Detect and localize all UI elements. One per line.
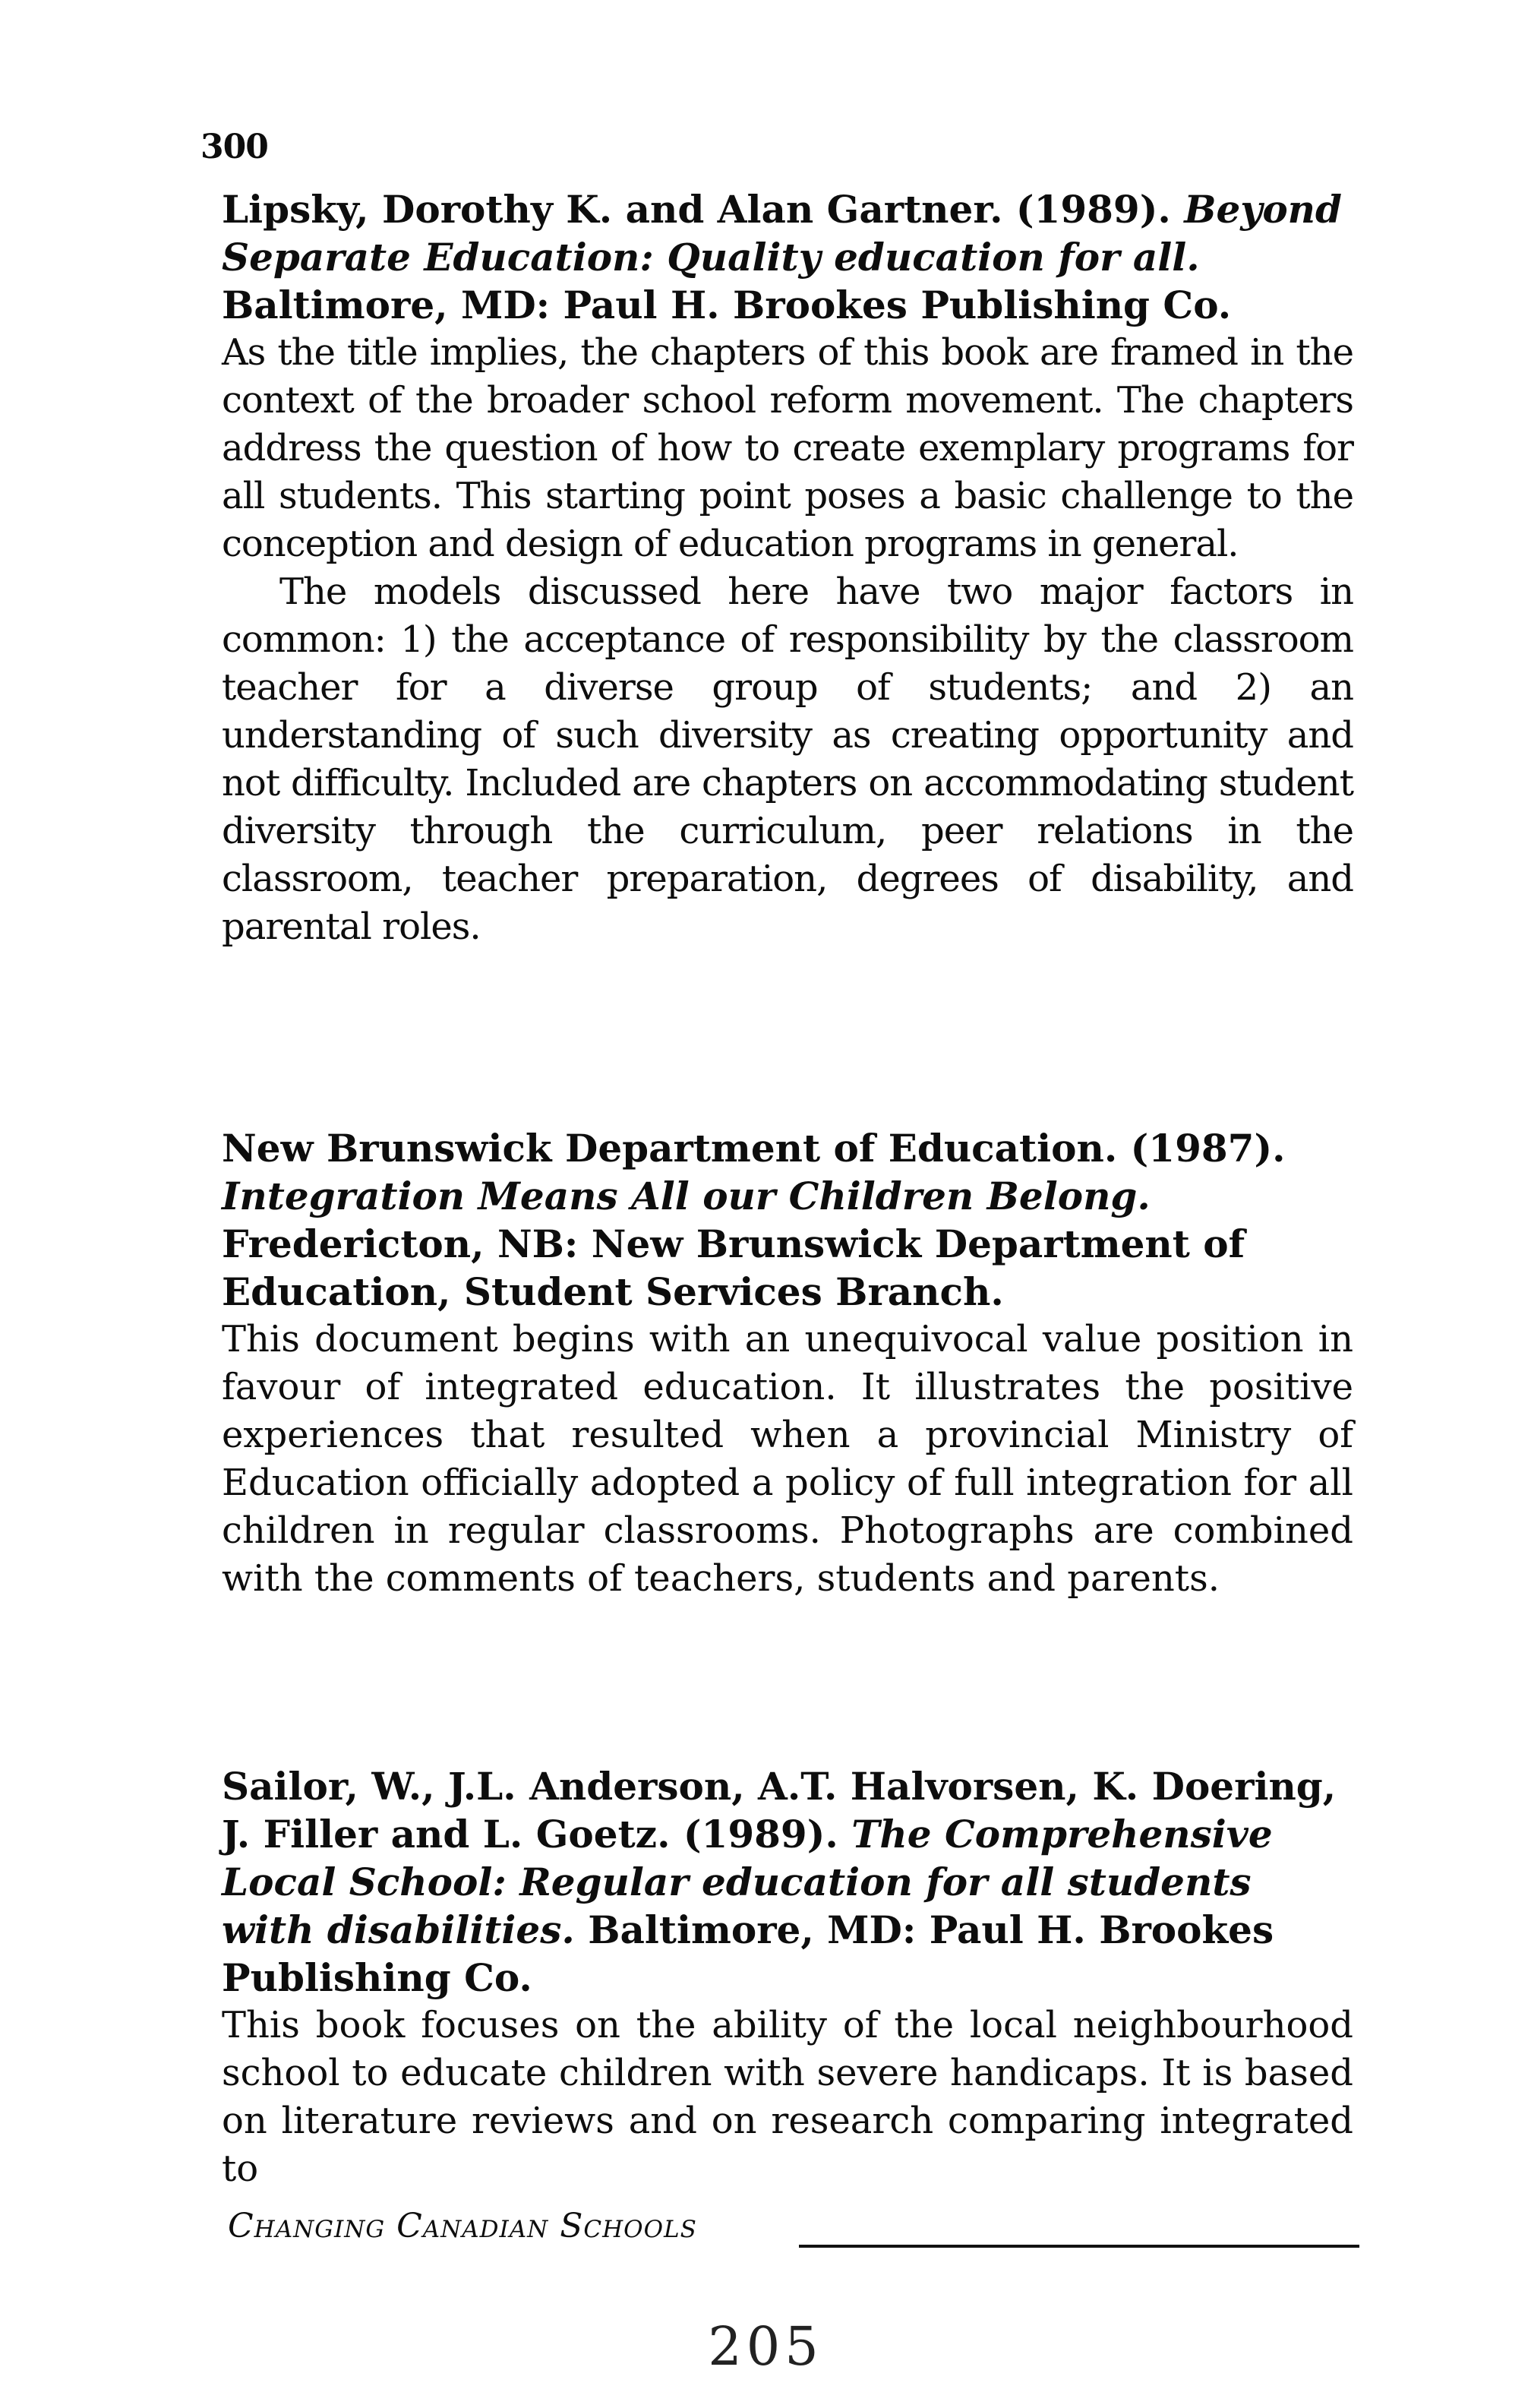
citation-title: Integration Means All our Children Belong. — [222, 1174, 1151, 1218]
citation-authors: New Brunswick Department of Education. (1987). — [222, 1126, 1286, 1171]
bibliography-entry-lipsky — [222, 185, 1353, 951]
bibliography-entry-sailor — [222, 1762, 1353, 2193]
bibliography-entry-new-brunswick — [222, 1124, 1353, 1603]
citation-publisher: Baltimore, MD: Paul H. Brookes Publishing Co. — [222, 1907, 1274, 2000]
annotation-paragraph: This document begins with an unequivocal value position in favour of integrated education. It illustrates the positive experiences that resulted when a provincial Ministry of Education officially adopted a policy of full integration for all children in regular classrooms. Photographs are combined with the comments of teachers, students and parents. — [222, 1318, 1353, 1600]
entry-citation — [222, 1124, 1353, 1316]
citation-title: The Comprehensive Local School: Regular education for all students with disabilities. — [222, 1812, 1273, 1952]
page-number: 300 — [200, 128, 268, 166]
annotation-paragraph: The models discussed here have two major factors in common: 1) the acceptance of responsibility by the classroom teacher for a diverse group of students; and 2) an understanding of such diversity as creating opportunity and not difficulty. Included are chapters on accommodating student diversity through the curriculum, peer relations in the classroom, teacher preparation, degrees of disability, and parental roles. — [222, 570, 1353, 948]
citation-publisher: Baltimore, MD: Paul H. Brookes Publishing Co. — [222, 283, 1232, 327]
running-footer — [228, 2207, 1359, 2252]
annotation-paragraph: This book focuses on the ability of the local neighbourhood school to educate children with severe handicaps. It is based on literature reviews and on research comparing integrated to — [222, 2004, 1353, 2190]
running-title: Changing Canadian Schools — [228, 2207, 697, 2245]
annotation-paragraph: As the title implies, the chapters of this book are framed in the context of the broader school reform movement. The chapters address the question of how to create exemplary programs for all students. This starting point poses a basic challenge to the conception and design of education programs in general. — [222, 331, 1353, 565]
folio-number: 205 — [708, 2315, 823, 2378]
citation-publisher: Fredericton, NB: New Brunswick Department of Education, Student Services Branch. — [222, 1221, 1245, 1314]
entry-citation — [222, 185, 1353, 329]
entry-citation — [222, 1762, 1353, 2002]
citation-authors: Lipsky, Dorothy K. and Alan Gartner. (1989). — [222, 187, 1185, 232]
citation-authors: Sailor, W., J.L. Anderson, A.T. Halvorsen, K. Doering, J. Filler and L. Goetz. (1989). — [222, 1764, 1337, 1857]
citation-title: Beyond Separate Education: Quality education for all. — [222, 187, 1342, 280]
footer-rule — [799, 2245, 1359, 2248]
